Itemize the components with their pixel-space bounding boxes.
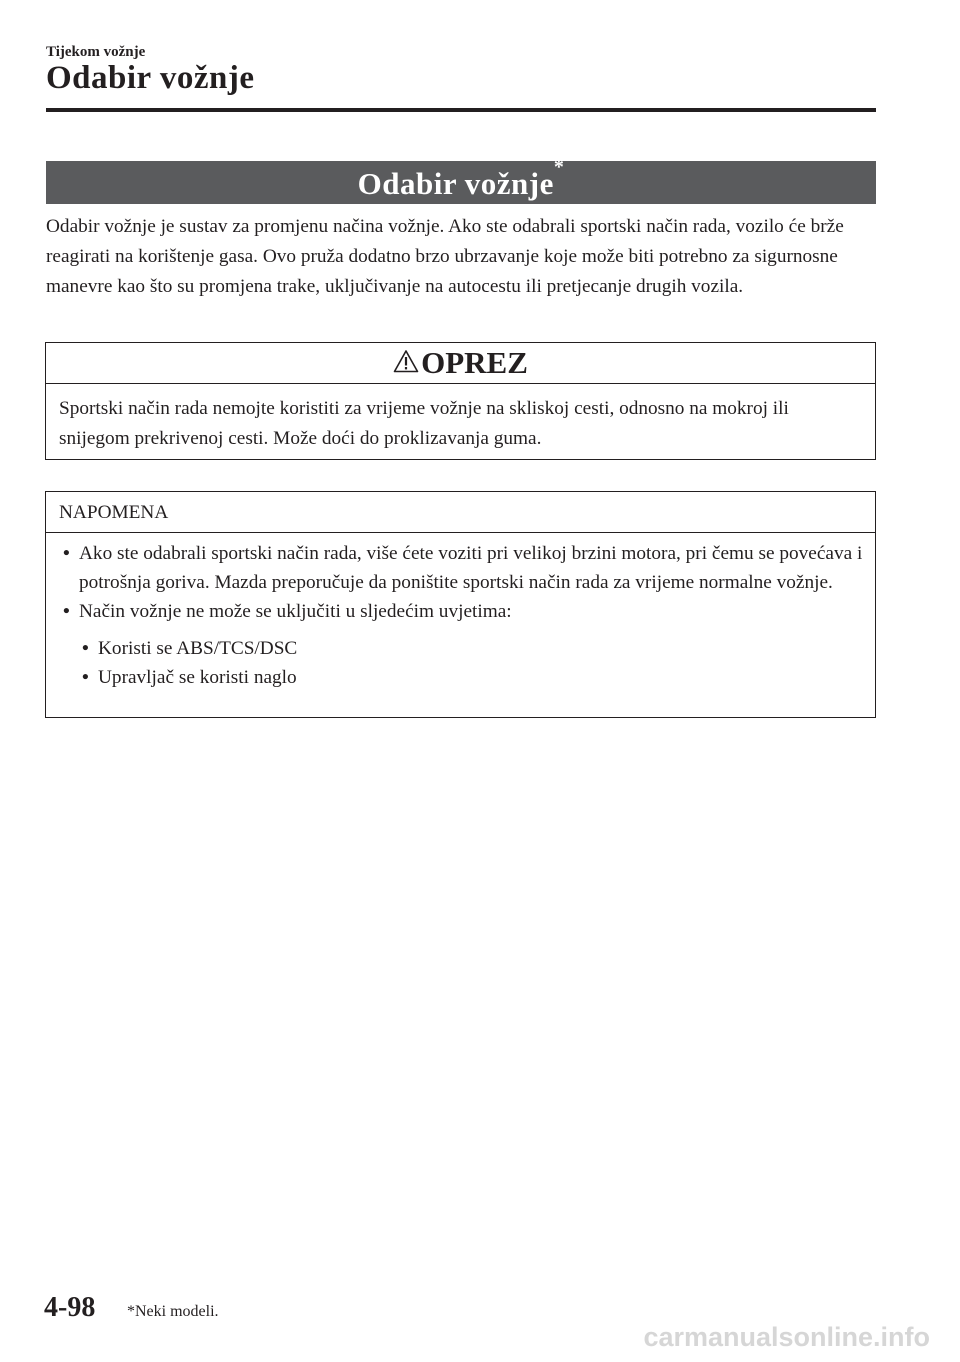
bullet: • — [63, 601, 70, 622]
sub-list — [46, 634, 875, 692]
watermark: carmanualsonline.info — [643, 1322, 930, 1352]
footnote: *Neki modeli. — [127, 1303, 219, 1320]
sub-item-text: Koristi se ABS/TCS/DSC — [98, 638, 298, 659]
bullet: • — [63, 543, 70, 564]
warning-triangle-icon — [393, 343, 419, 383]
footnote-marker: * — [553, 156, 565, 178]
sub-list-item — [46, 663, 875, 692]
note-title: NAPOMENA — [46, 492, 875, 533]
caution-box — [45, 342, 876, 460]
caution-text: Sportski način rada nemojte koristiti za vrijeme vožnje na skliskoj cesti, odnosno na mokroj ili snijegom prekrivenoj cesti. Može doći do proklizavanja guma. — [59, 398, 789, 449]
bullet: • — [82, 638, 89, 659]
list-item — [46, 597, 875, 626]
page-title: Odabir vožnje — [46, 60, 255, 96]
note-body — [46, 533, 875, 692]
list-item — [46, 539, 875, 597]
section-title: Odabir vožnje — [357, 166, 554, 201]
heading-divider — [46, 108, 876, 112]
bullet: • — [82, 667, 89, 688]
caution-title: OPREZ — [421, 345, 528, 380]
note-box — [45, 491, 876, 718]
note-item-text: Način vožnje ne može se uključiti u sljedećim uvjetima: — [79, 601, 512, 622]
caution-header — [46, 343, 875, 384]
note-item-text: Ako ste odabrali sportski način rada, više ćete voziti pri velikoj brzini motora, pri čemu se povećava i potrošnja goriva. Mazda preporučuje da poništite sportski način rada za vrijeme normalne vožnje. — [79, 543, 863, 593]
intro-paragraph: Odabir vožnje je sustav za promjenu načina vožnje. Ako ste odabrali sportski način rada, vozilo će brže reagirati na korištenje gasa. Ovo pruža dodatno brzo ubrzavanje koje može biti potrebno za sigurnosne manevre kao što su promjena trake, uključivanje na autocestu ili pretjecanje drugih vozila. — [46, 216, 844, 297]
section-title-banner — [46, 156, 876, 204]
breadcrumb: Tijekom vožnje — [46, 44, 146, 60]
sub-list-item — [46, 634, 875, 663]
sub-item-text: Upravljač se koristi naglo — [98, 667, 297, 688]
page-number: 4-98 — [44, 1292, 96, 1323]
